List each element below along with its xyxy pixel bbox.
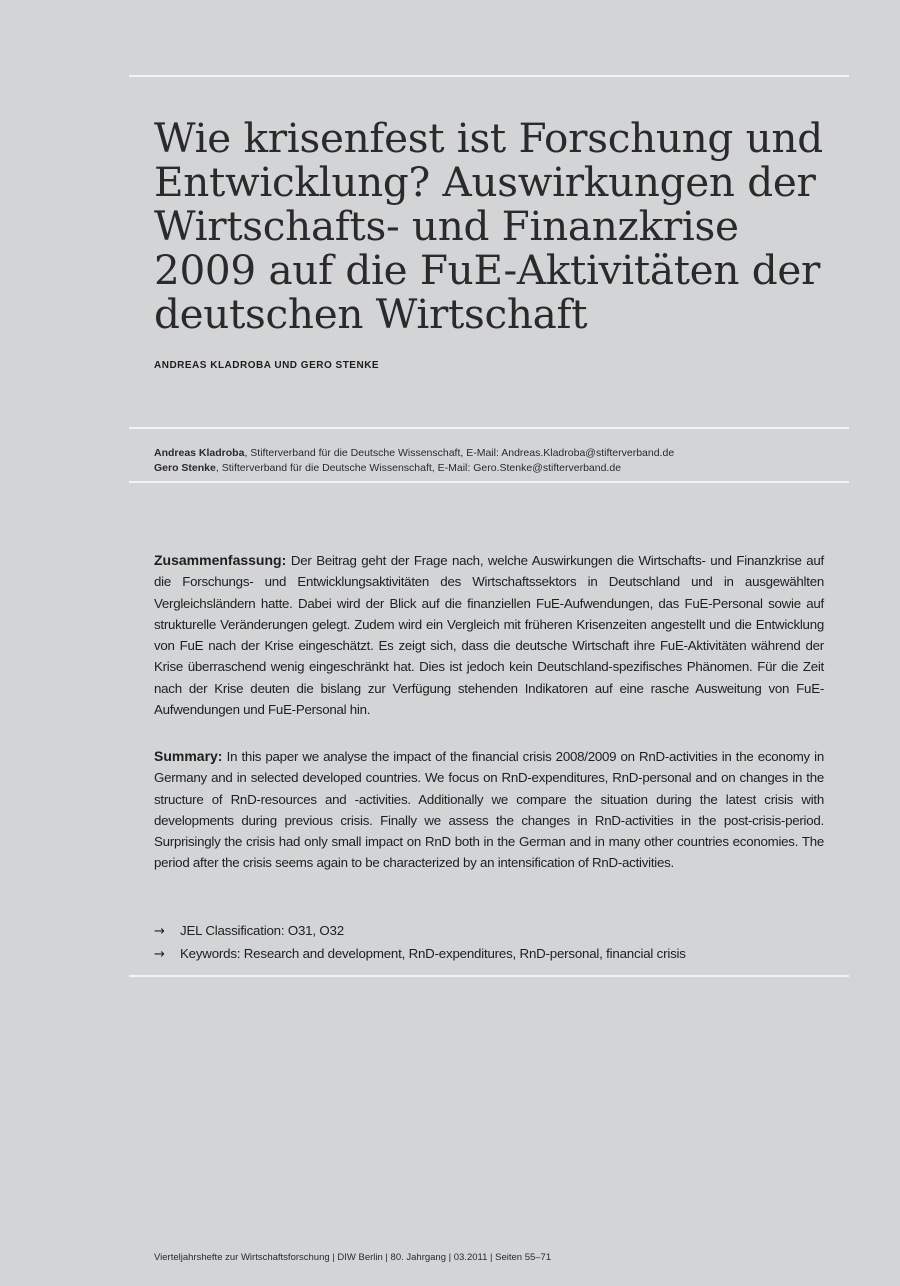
title-line: 2009 auf die FuE-Aktivitäten der xyxy=(154,246,821,294)
title-line: Entwicklung? Auswirkungen der xyxy=(154,158,816,206)
arrow-right-icon: → xyxy=(154,924,165,939)
arrow-right-icon: → xyxy=(154,947,165,962)
abstract-english-text: In this paper we analyse the impact of the financial crisis 2008/2009 on RnD-activities in the economy in Germany and in selected developed countries. We focus on RnD-expenditures, RnD-personal and on changes in the structure of RnD-resources and -activities. Additionally we compare the situation during the latest crisis with developments during previous crisis. Finally we assess the changes in RnD-activities in the post-crisis-period. Surprisingly the crisis had only small impact on RnD both in the German and in many other countries economies. The period after the crisis seems again to be characterized by an intensification of RnD-activities. xyxy=(154,749,824,871)
affiliation-entry xyxy=(154,461,674,476)
title-line: Wirtschafts- und Finanzkrise xyxy=(154,202,739,250)
abstract-german xyxy=(154,550,824,720)
abstract-german-lead: Zusammenfassung: xyxy=(154,552,287,568)
top-divider xyxy=(129,75,849,77)
jel-classification xyxy=(154,920,686,943)
keywords-text: Keywords: Research and development, RnD-expenditures, RnD-personal, financial crisis xyxy=(180,946,686,961)
affiliation-top-divider xyxy=(129,427,849,429)
author-affiliations xyxy=(154,446,674,476)
affiliation-name: Gero Stenke xyxy=(154,462,216,474)
affiliation-details: , Stifterverband für die Deutsche Wissenschaft, E-Mail: Gero.Stenke@stifterverband.de xyxy=(215,462,622,474)
affiliation-details: , Stifterverband für die Deutsche Wissenschaft, E-Mail: Andreas.Kladroba@stifterverband.de xyxy=(244,447,675,459)
keywords-block xyxy=(154,920,686,966)
abstract-english-lead: Summary: xyxy=(154,748,223,764)
abstract-english xyxy=(154,746,824,874)
title-line: deutschen Wirtschaft xyxy=(154,290,588,338)
journal-footer: Vierteljahrshefte zur Wirtschaftsforschung | DIW Berlin | 80. Jahrgang | 03.2011 | Seiten 55–71 xyxy=(154,1252,552,1263)
author-byline: ANDREAS KLADROBA UND GERO STENKE xyxy=(154,360,380,371)
title-line: Wie krisenfest ist Forschung und xyxy=(154,114,823,162)
abstract-german-text: Der Beitrag geht der Frage nach, welche Auswirkungen die Wirtschafts- und Finanzkrise auf die Forschungs- und Entwicklungsaktivitäten des Wirtschaftssektors in Deutschland und in ausgewählten Vergleichsländern hatte. Dabei wird der Blick auf die finanziellen FuE-Aufwendungen, das FuE-Personal sowie auf strukturelle Veränderungen gelegt. Zudem wird ein Vergleich mit früheren Krisenzeiten angestellt und die Entwicklung von FuE nach der Krise eingeschätzt. Es zeigt sich, dass die deutsche Wirtschaft ihre FuE-Aktivitäten während der Krise überraschend wenig eingeschränkt hat. Dies ist jedoch kein Deutschland-spezifisches Phänomen. Für die Zeit nach der Krise deuten die bislang zur Verfügung stehenden Indikatoren auf eine rasche Ausweitung von FuE-Aufwendungen und FuE-Personal hin. xyxy=(154,553,824,718)
keywords-line xyxy=(154,943,686,966)
bottom-divider xyxy=(129,975,849,977)
affiliation-entry xyxy=(154,446,674,461)
paper-title xyxy=(154,116,844,336)
jel-text: JEL Classification: O31, O32 xyxy=(180,923,344,938)
affiliation-bottom-divider xyxy=(129,481,849,483)
affiliation-name: Andreas Kladroba xyxy=(154,447,245,459)
